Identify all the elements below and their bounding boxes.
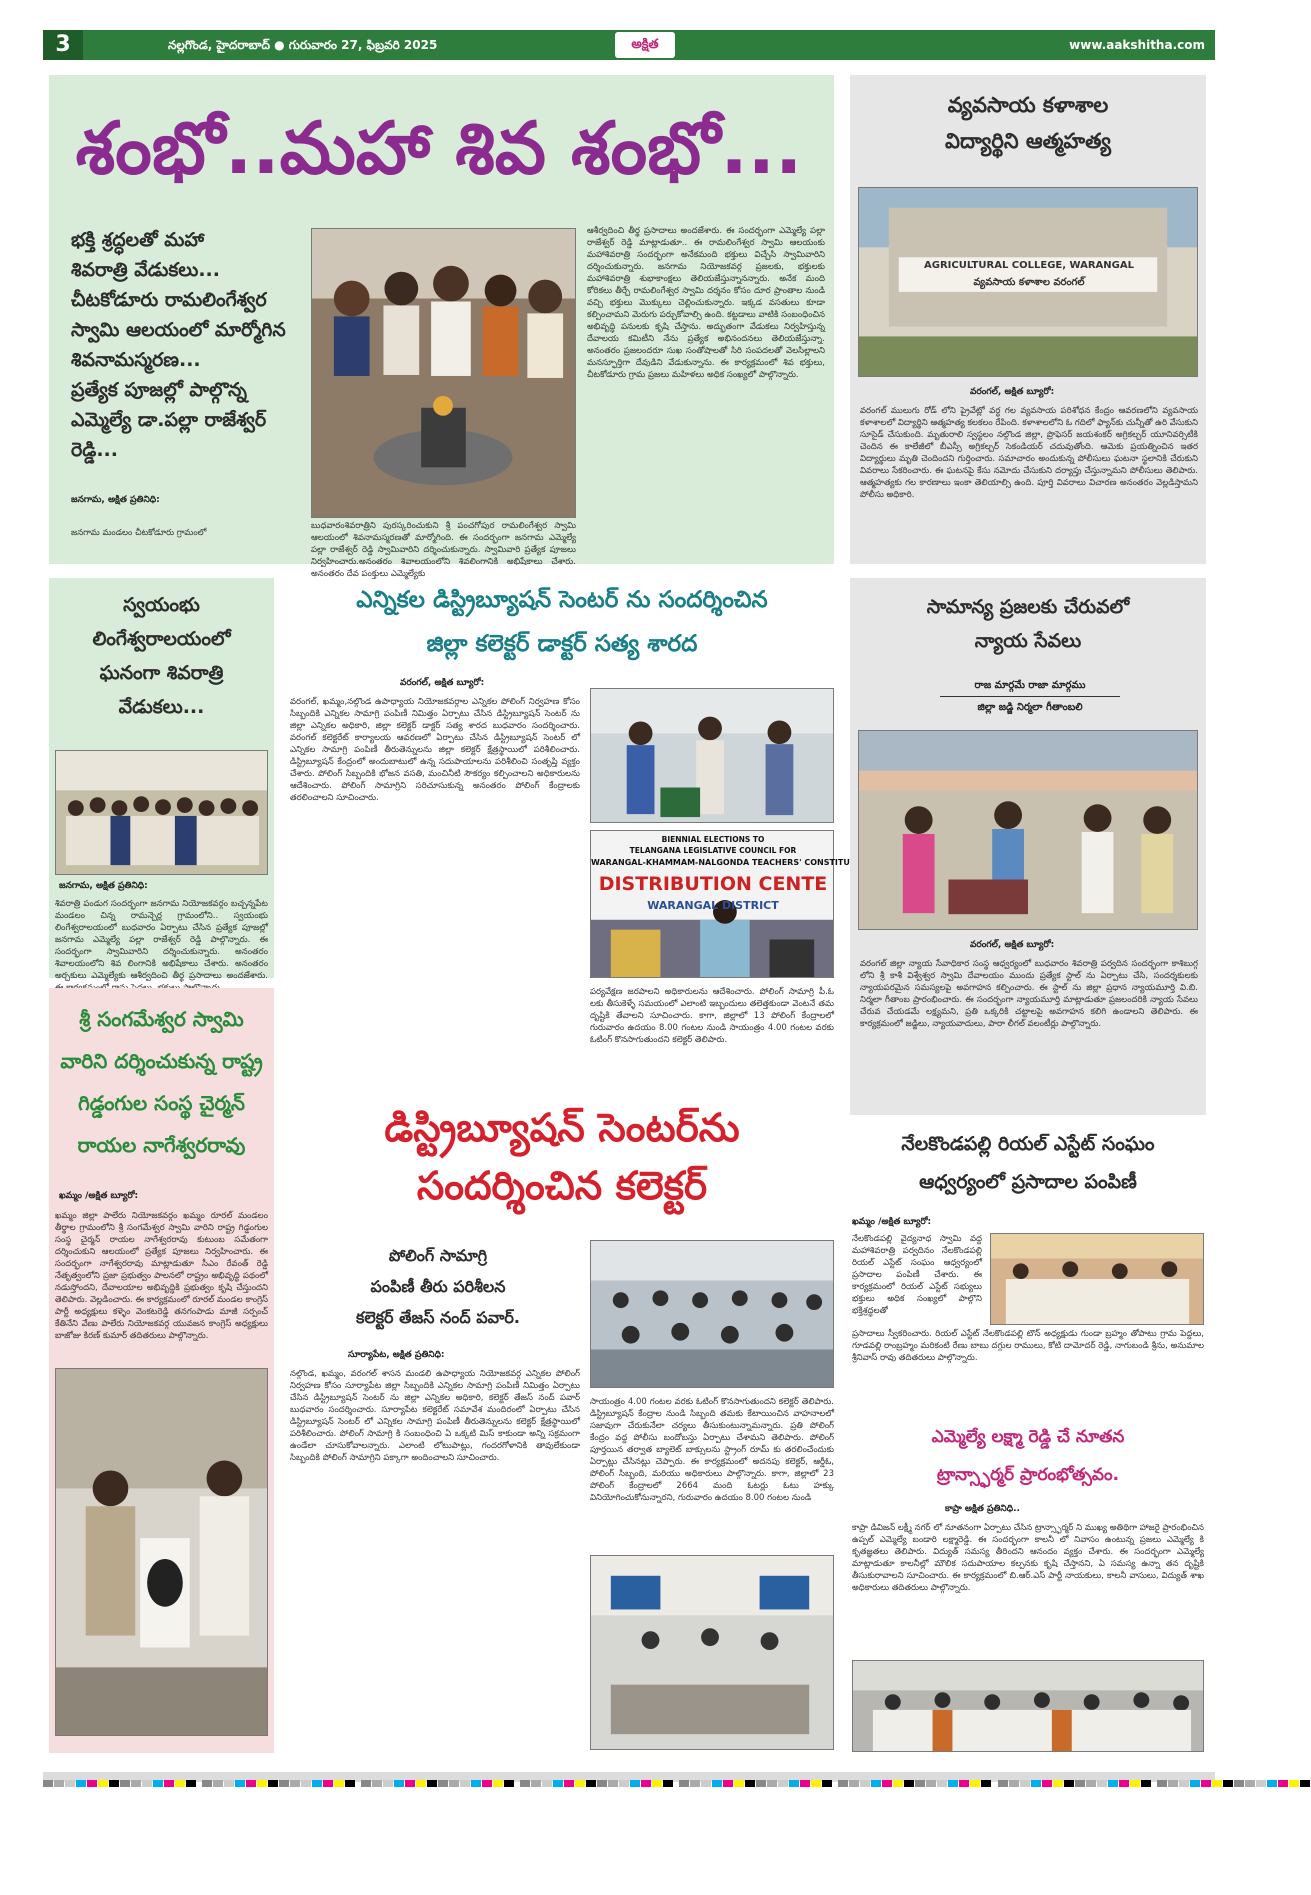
sangameswara-byline: ఖమ్మం /అక్షిత బ్యూరో: [59,1191,139,1201]
subhead-line: భక్తి శ్రద్ధలతో మహా [71,229,205,251]
collector-headline-line: ఎన్నికల డిస్ట్రిబ్యూషన్ సెంటర్ ను సందర్శించిన [356,587,768,613]
agri-byline: వరంగల్, అక్షిత బ్యూరో: [970,387,1055,397]
top-story-photo [311,228,576,518]
lingeswara-text: శివరాత్రి పండుగ సందర్భంగా జనగామ నియోజకవర్గం బచ్చన్నపేట మండలం చిన్న రామన్చెర్ల గ్రామంలోని.. స్వయంభు లింగేశ్వరాలయంలో బుధవారం ఏర్పాటు చేసిన ప్రత్యేక పూజల్లో జనగామ ఎమ్మెల్యే పల్లా రాజేశ్వర్ రెడ్డి పాల్గొన్నారు. ఈ సందర్భంగా స్వామివారిని దర్శించుకున్నారు. అనంతరం శివాలయంలోని శివ లింగానికి అభిషేకాలు చేశారు. అనంతరం అర్చకులు ఎమ్మెల్యేకు ఆశీర్వదించి తీర్థ ప్రసాదాలు అందజేశారు. [55,899,268,981]
agri-headline-line: విద్యార్థిని ఆత్మహత్య [945,129,1111,153]
subhead-line: శివనామస్మరణ... [71,349,201,371]
justice-headline-line: న్యాయ సేవలు [974,630,1082,652]
lingeswara-headline-line: ఘనంగా శివరాత్రి [99,662,224,684]
collector2-subhead-line: పోలింగ్ సామాగ్రి [388,1246,488,1265]
transformer-story [850,1418,1206,1755]
lingeswara-headline-line: వేడుకలు... [118,696,205,718]
collector-text-a: వరంగల్, ఖమ్మం,నల్గొండ ఉపాధ్యాయ నియోజకవర్గాల ఎన్నికల పోలింగ్ నిర్వహణ కోసం సిబ్బందికి ఎన్నికల సామాగ్రి పంపిణీ నిమిత్తం ఏర్పాటు చేసిన డిస్ట్రిబ్యూషన్ సెంటర్ ను జిల్లా ఎన్నికల అధికారి, జిల్లా కలెక్టర్ డాక్టర్ సత్య శారద బుధవారం సందర్శించారు. వరంగల్ కలెక్టరేట్ కార్యాలయ ఆవరణలో ఏర్పాటు చేసిన డిస్ట్రిబ్యూషన్ సెంటర్ లో ఎన్నికల సామాగ్రి పంపిణీ తీరుతెన్నులను జిల్లా కలెక్టర్ క్షేత్రస్థాయిలో పరిశీలించారు. డిస్ట్రిబ్యూషన్ కేంద్రంలో అందుబాటులో ఉన్న సదుపాయాలను పరిశీలించి సంతృప్తి వ్యక్తం చేశారు. పోలింగ్ సిబ్బందికి భోజన వసతి, మంచినీటి సౌకర్యం కల్పించాలని అధికారులను ఆదేశించారు. పోలింగ్ సామాగ్రిని సరిచూసుకున్న అనంతరం పోలింగ్ కేంద్రాలకు తరలించాలని సూచించారు. [290,697,580,803]
masthead-text: అక్షిత [631,37,659,52]
agri-text: వరంగల్ ములుగు రోడ్ లోని ప్రైవేట్లో వర్ధ గల వ్యవసాయ పరిశోధన కేంద్రం ఆవరణలోని వ్యవసాయ కళాశాలలో విద్యార్థిని ఆత్మహత్య కలకలం రేపింది. కళాశాలలోని ఓ గదిలో ఫ్యాన్‌కు చున్నీతో ఉరి వేసుకుని సూసైడ్ చేసుకుంది. మృతురాలి స్వస్థలం నల్గొండ జిల్లా, ప్రొఫెసర్ జయశంకర్ అగ్రికల్చర్ యూనివర్సిటీకి చెందిన ఈ కాలేజీలో బీఎస్సీ అగ్రికల్చర్ సెకండియర్ చదువుతోంది. ఆమెకు ప్రయత్నించిన ఇతర విద్యార్థులు మృతి చెందిందని గుర్తించారు. సమాచారం అందుకున్న పోలీసులు ఘటనా స్థలానికి చేరుకుని వివరాలు సేకరించారు. ఈ ఘటనపై కేసు నమోదు చేసుకుని దర్యాప్తు చేస్తున్నామని పోలీసులు తెలిపారు. ఆత్మహత్యకు గల కారణాలు ఇంకా తెలియాల్సి ఉంది. పూర్తి వివరాలు విచారణ అనంతరం వెల్లడిస్తామని పోలీసు అధికారి. [860,406,1198,500]
collector-byline: వరంగల్, అక్షిత బ్యూరో: [400,678,485,688]
collector-text-b: పర్యవేక్షణ జరపాలని అధికారులను ఆదేశించారు. పోలింగ్ సామాగ్రి పీ.ఓ లకు తీసుకెళ్ళే సమయంలో ఎలాంటి ఇబ్బందులు తలెత్తకుండా వెంటనే తమ దృష్టికి తేవాలని సూచించారు. కాగా, జిల్లాలో 13 పోలింగ్ కేంద్రాలలో గురువారం ఉదయం 8.00 గంటల నుండి సాయంత్రం 4.00 గంటల వరకు ఓటింగ్ కొనసాగుతుందని కలెక్టర్ తెలిపారు. [590,987,834,1045]
top-story-text-c: ఆశీర్వదించి తీర్థ ప్రసాదాలు అందజేశారు. ఈ సందర్భంగా ఎమ్మెల్యే పల్లా రాజేశ్వర్ రెడ్డి మాట్లాడుతూ.. ఈ రామలింగేశ్వర స్వామి ఆలయంకు మహాశివరాత్రి సందర్భంగా అనేకమంది భక్తులు విచ్చేసి స్వామివారిని దర్శించుకున్నారు. జనగామ నియోజకవర్గ ప్రజలకు, భక్తులకు మహాశివరాత్రి శుభాకాంక్షలు తెలియజేస్తున్నానన్నారు. అనేక మంది కోరికలు తీర్చే రామలింగేశ్వర స్వామి దర్శనం కోసం దూర ప్రాంతాల నుండి వచ్చి భక్తులు మొక్కులు చెల్లించుకున్నారు. ఇక్కడ వసతులు కూడా కల్పించామని మెరుగు పర్చుకోవాల్సి ఉంది. కట్టడాలు వాటికి సంబంధించిన అభివృద్ధి పనులకు కృషి చేస్తాను. అద్భుతంగా వేడుకలు నిర్వహిస్తున్న దేవాలయ కమిటీని నేను ప్రత్యేక అభినందనలు తెలియజేస్తున్నా. అనంతరం ప్రజలందరూ సుఖ సంతోషాలతో సిరి సంపదలతో వెలసిల్లాలని మనస్ఫూర్తిగా దేవుడిని వేడుకున్నాను. ఈ కార్యక్రమంలో శివ భక్తులు, చీటకోడూరు గ్రామ ప్రజలు మహిళలు అధిక సంఖ్యలో పాల్గొన్నారు. [587,226,825,380]
agri-headline-line: వ్యవసాయ కళాశాల [947,93,1109,117]
subhead-line: శివరాత్రి వేడుకలు... [71,259,220,281]
dateline: నల్లగొండ, హైదరాబాద్ ● గురువారం 27, ఫిబ్రవరి 2025 [168,38,438,52]
transformer-headline-line: ఎమ్మెల్యే లక్ష్మా రెడ్డి చే నూతన [931,1427,1125,1447]
collector2-photo-2 [590,1555,834,1750]
collector-photo-1 [590,688,834,823]
sangameswara-headline-line: వారిని దర్శించుకున్న రాష్ట్ర [60,1049,263,1073]
justice-quote: రాజ మార్గమే రాజా మార్గము [940,676,1120,697]
transformer-photo [852,1660,1204,1752]
realestate-photo [990,1233,1204,1325]
realestate-headline-line: ఆధ్వర్యంలో ప్రసాదాల పంపిణీ [919,1171,1137,1193]
banner-line2: TELANGANA LEGISLATIVE COUNCIL FOR [629,846,797,855]
subhead-line: స్వామి ఆలయంలో మార్మోగిన [71,319,286,341]
sangameswara-text: ఖమ్మం జిల్లా పాలేరు నియోజకవర్గం ఖమ్మం రూరల్ మండలం తీర్థాల గ్రామంలోని శ్రీ సంగమేశ్వర స్వామి వారిని రాష్ట్ర గిడ్డంగుల సంస్థ చైర్మన్ రాయల నాగేశ్వరరావు కుటుంబ సమేతంగా దర్శించుకుని ఆలయంలో ప్రత్యేక పూజలు నిర్వహించారు. ఈ సందర్భంగా నాగేశ్వరరావు మాట్లాడుతూ సీఎం రేవంత్ రెడ్డి నేతృత్వంలోని ప్రజా ప్రభుత్వం పాలనలో రాష్ట్రం అభివృద్ధి పథంలో నడుస్తోందని, దేవాలయాల అభివృద్ధికి ప్రభుత్వం కృషి చేస్తుందని తెలిపారు. వెల్లడించారు. ఈ కార్యక్రమంలో రూరల్ మండల కాంగ్రెస్ పార్టీ అధ్యక్షులు కళ్ళెం వెంకటరెడ్డి తనగంపాడు మాజీ సర్పంచ్ కేతినేని వేణు పాలేరు నియోజకవర్గ యువజన కాంగ్రెస్ అధ్యక్షులు బాజోజు కిరణ్ కుమార్ తదితరులు పాల్గొన్నారు. [55,1211,268,1341]
realestate-story [850,1125,1206,1325]
collector2-subhead [308,1240,568,1340]
header-bar [43,30,1215,60]
collector-headline-line: జిల్లా కలెక్టర్ డాక్టర్ సత్య శారద [426,631,698,657]
realestate-text-a: నేలకొండపల్లి వైద్యనాధ స్వామి వద్ద మహాశివరాత్రి పర్వదినం నేలకొండపల్లి రియల్ ఎస్టేట్ సంఘం ఆధ్వర్యంలో ప్రసాదాల పంపిణీ చేశారు. ఈ కార్యక్రమంలో రియల్ ఎస్టేట్ సభ్యులు భక్తులు అధిక సంఖ్యలో పాల్గొని భక్తిశ్రద్ధలతో [852,1234,982,1316]
lingeswara-byline: జనగామ, అక్షిత ప్రతినిధి: [59,881,148,891]
registration-bar [43,1772,1215,1782]
sangameswara-headline-line: గిడ్డంగుల సంస్థ చైర్మన్ [78,1091,245,1115]
top-story-headline: శంభో..మహా శివ శంభో... [75,106,803,190]
banner-line4: DISTRIBUTION CENTE [598,873,828,895]
transformer-text: కాప్రా డివిజన్ లక్ష్మీ నగర్ లో నూతనంగా ఏర్పాటు చేసిన ట్రాన్స్ఫార్మర్ ని ముఖ్య అతిథిగా హాజరై ప్రారంభించిన ఉప్పల్ ఎమ్మెల్యే బండారి లక్ష్మారెడ్డి. ఈ సందర్భంగా కాలనీ లో నివాసం ఉంటున్న ప్రజలు ఎమ్మెల్యే కి కృతజ్ఞతలు తెలిపారు. విద్యుత్ సమస్య తీరిందని ఆనందం వ్యక్తం చేశారు. ఈ సందర్భంగా ఎమ్మెల్యే మాట్లాడుతూ కాలనీల్లో మౌలిక సదుపాయాల కల్పనకు కృషి చేస్తానని, ఏ సమస్య ఉన్నా తన దృష్టికి తీసుకురావాలని సూచించారు. ఈ కార్యక్రమంలో బి.ఆర్.ఎస్ పార్టీ నాయకులు, కాలనీ వాసులు, విద్యుత్ శాఖ అధికారులు తదితరులు పాల్గొన్నారు. [852,1523,1204,1593]
collector-photo-2 [590,830,850,978]
transformer-headline-line: ట్రాన్స్ఫార్మర్ ప్రారంభోత్సవం. [936,1465,1120,1485]
masthead-logo [615,32,675,58]
collector2-headline-line: సందర్శించిన కలెక్టర్ [416,1164,708,1209]
justice-photo [858,730,1198,930]
justice-text: వరంగల్ జిల్లా న్యాయ సేవాధికార సంస్థ ఆధ్వర్యంలో బుధవారం శివరాత్రి పర్వదిన సందర్భంగా కాశిబుగ్గ లోని శ్రీ కాశీ విశ్వేశ్వర స్వామి దేవాలయం ముందు ప్రత్యేక స్టాల్ ను ఏర్పాటు చేసి, సందర్శకులకు న్యాయపరమైన సమస్యలపై అవగాహన కల్పించారు. ఈ స్టాల్ ను జిల్లా ప్రధాన న్యాయమూర్తి వి.బి. నిర్మలా గీతాంబ ప్రారంభించారు. ఈ సందర్భంగా న్యాయమూర్తి మాట్లాడుతూ ప్రజలందరికి న్యాయ సేవలు చేరువ చేయడమే లక్ష్యమని, ప్రతి ఒక్కరికి చట్టాలపై అవగాహన కలిగి ఉండాలని తెలిపారు. ఈ కార్యక్రమంలో జడ్జిలు, న్యాయవాదులు, పారా లీగల్ వలంటీర్లు పాల్గొన్నారు. [860,959,1198,1029]
top-story-subhead [71,225,296,470]
collector2-headline [288,1100,836,1220]
banner-line1: BIENNIAL ELECTIONS TO [661,835,765,844]
collector-story [288,578,850,1088]
agri-college-photo [858,187,1198,377]
transformer-byline: కాప్రా అక్షిత ప్రతినిధి.. [945,1504,1020,1514]
realestate-text-b: ప్రసాదాలు స్వీకరించారు. రియల్ ఎస్టేట్ నేలకొండపల్లి టౌన్ అధ్యక్షుడు గుండా బ్రహ్మం తోపాటు గ్రామ పెద్దలు, గూడవల్లి రాంబ్రహ్మం మరికంటి రేణు బాబు దగ్గుల రాములు, కోటి దామోదర్ రెడ్డి, నాగుబండి శ్రీను, అనుమాల శ్రీనివాస్ రావు తదితరులు పాల్గొన్నారు. [852,1329,1204,1363]
justice-headline [850,590,1206,666]
lingeswara-headline [49,588,274,738]
collector2-subhead-line: పంపిణీ తీరు పరిశీలన [370,1277,506,1296]
lingeswara-panel [49,578,274,981]
justice-byline: వరంగల్, అక్షిత బ్యూరో: [970,940,1055,950]
collector2-photo-1 [590,1240,834,1388]
subhead-line: ఎమ్మెల్యే డా.పల్లా రాజేశ్వర్ [71,409,267,431]
top-story-byline: జనగామ, అక్షిత ప్రతినిధి: [71,495,160,505]
top-story-text-a: జనగామ మండలం చీటకోడూరు గ్రామంలో [71,528,207,538]
lingeswara-headline-line: స్వయంభు [123,594,200,616]
lingeswara-headline-line: లింగేశ్వరాలయంలో [92,628,231,650]
banner-line5: WARANGAL DISTRICT [647,899,779,912]
agri-sign-line2: వ్యవసాయ కళాశాల వరంగల్ [973,277,1085,288]
agri-story-panel [850,75,1206,564]
top-story-text-b: బుధవారంశివరాత్రిని పురస్కరించుకుని శ్రీ పంచగోపుర రామలింగేశ్వర స్వామి ఆలయంలో శివనామస్మరణతో మార్మోగింది. ఈ సందర్భంగా జనగామ ఎమ్మెల్యే పల్లా రాజేశ్వర్ రెడ్డి స్వామివారిని దర్శించుకున్నారు. స్వామివారి ప్రత్యేక పూజలు నిర్వహించారు.అనంతరం శివాలయంలోని శివలింగానికి అభిషేకాలు చేశారు. అనంతరం దేవ పంక్తులు ఎమ్మెల్యేకు [311,521,576,579]
collector2-text-b: సాయంత్రం 4.00 గంటల వరకు ఓటింగ్ కొనసాగుతుందని కలెక్టర్ తెలిపారు. డిస్ట్రిబ్యూషన్ కేంద్రాల నుండి సిబ్బంది తమకు కేటాయించిన వాహనాలలో సజావుగా చేరుకునేలా చర్యలు తీసుకుంటున్నామన్నారు. ప్రతి పోలింగ్ కేంద్రం వద్ద పోలీసు బందోబస్తు ఏర్పాటు చేశామని తెలిపారు. పోలింగ్ పూర్తయిన తర్వాత బ్యాలెట్ బాక్సులను స్ట్రాంగ్ రూమ్ కు తరలించేందుకు ఏర్పాట్లు చేసినట్లు చెప్పారు. ఈ కార్యక్రమంలో అదనపు కలెక్టర్, ఆర్డీఓ, పోలింగ్ సిబ్బంది, మరియు అధికారులు పాల్గొన్నారు. కాగా, జిల్లాలో 23 పోలింగ్ కేంద్రాలలో 2664 మంది ఓటర్లు ఓటు హక్కు వినియోగించుకోనున్నారని, గురువారం ఉదయం 8.00 గంటల నుండి [590,1397,834,1503]
top-story-panel [49,75,834,579]
collector-headline [288,578,836,668]
sangameswara-headline [49,998,274,1183]
collector2-byline: సూర్యాపేట, అక్షిత ప్రతినిధి: [348,1350,445,1360]
transformer-headline [850,1418,1206,1498]
subhead-line: ప్రత్యేక పూజల్లో పాల్గొన్న [71,379,248,401]
sangameswara-photo [55,1368,268,1736]
banner-line3: WARANGAL-KHAMMAM-NALGONDA TEACHERS' CONSTITU [591,858,850,867]
sangameswara-panel [49,988,274,1753]
subhead-line: చీటకోడూరు రామలింగేశ్వర [71,289,267,311]
realestate-byline: ఖమ్మం /అక్షిత బ్యూరో: [852,1217,932,1227]
collector2-headline-line: డిస్ట్రిబ్యూషన్ సెంటర్‌ను [384,1106,740,1151]
collector2-story [288,1100,836,1755]
subhead-line: రెడ్డి... [71,439,118,461]
collector2-text-a: నల్గొండ, ఖమ్మం, వరంగల్ శాసన మండలి ఉపాధ్యాయ నియోజకవర్గ ఎన్నికల పోలింగ్ నిర్వహణ కోసం సూర్యాపేట జిల్లా సిబ్బందికి ఎన్నికల సామాగ్రి పంపిణీ నిమిత్తం ఏర్పాటు చేసిన డిస్ట్రిబ్యూషన్ సెంటర్ ను జిల్లా ఎన్నికల అధికారి, కలెక్టర్ తేజస్ నంద్ పవార్ బుధవారం సందర్శించారు. సూర్యాపేట కలెక్టరేట్ సమావేశ మందిరంలో ఏర్పాటు చేసిన డిస్ట్రిబ్యూషన్ సెంటర్ లో ఎన్నికల సామాగ్రి పంపిణీ తీరుతెన్నులను కలెక్టర్ క్షేత్రస్థాయిలో పరిశీలించారు. పోలింగ్ సామాగ్రి కి సంబంధించి ఏ ఒక్కటి మిస్ కాకుండా అన్ని సక్రమంగా ఉండేలా చూసుకోవాలన్నారు. ఎలాంటి లోటుపాట్లు, గందరగోళానికి తావులేకుండా సిబ్బందికి పోలింగ్ సామాగ్రిని పక్కాగా అందించాలని సూచించారు. [290,1369,580,1463]
justice-panel [850,578,1206,1115]
realestate-headline [850,1125,1206,1207]
sangameswara-headline-line: రాయల నాగేశ్వరరావు [77,1133,246,1157]
collector2-subhead-line: కలెక్టర్ తేజస్ నంద్ పవార్. [356,1308,520,1327]
justice-quote-box [940,676,1120,724]
justice-headline-line: సామాన్య ప్రజలకు చేరువలో [926,596,1130,618]
justice-quote-by: జిల్లా జడ్జి నిర్మలా గీతాంబలి [977,702,1083,713]
realestate-headline-line: నేలకొండపల్లి రియల్ ఎస్టేట్ సంఘం [901,1133,1155,1155]
website-link[interactable]: www.aakshitha.com [1069,38,1205,52]
page-number: 3 [43,30,83,60]
agri-sign-line1: AGRICULTURAL COLLEGE, WARANGAL [924,260,1134,271]
lingeswara-photo [55,750,268,875]
agri-headline [850,87,1206,163]
sangameswara-headline-line: శ్రీ సంగమేశ్వర స్వామి [79,1007,244,1031]
